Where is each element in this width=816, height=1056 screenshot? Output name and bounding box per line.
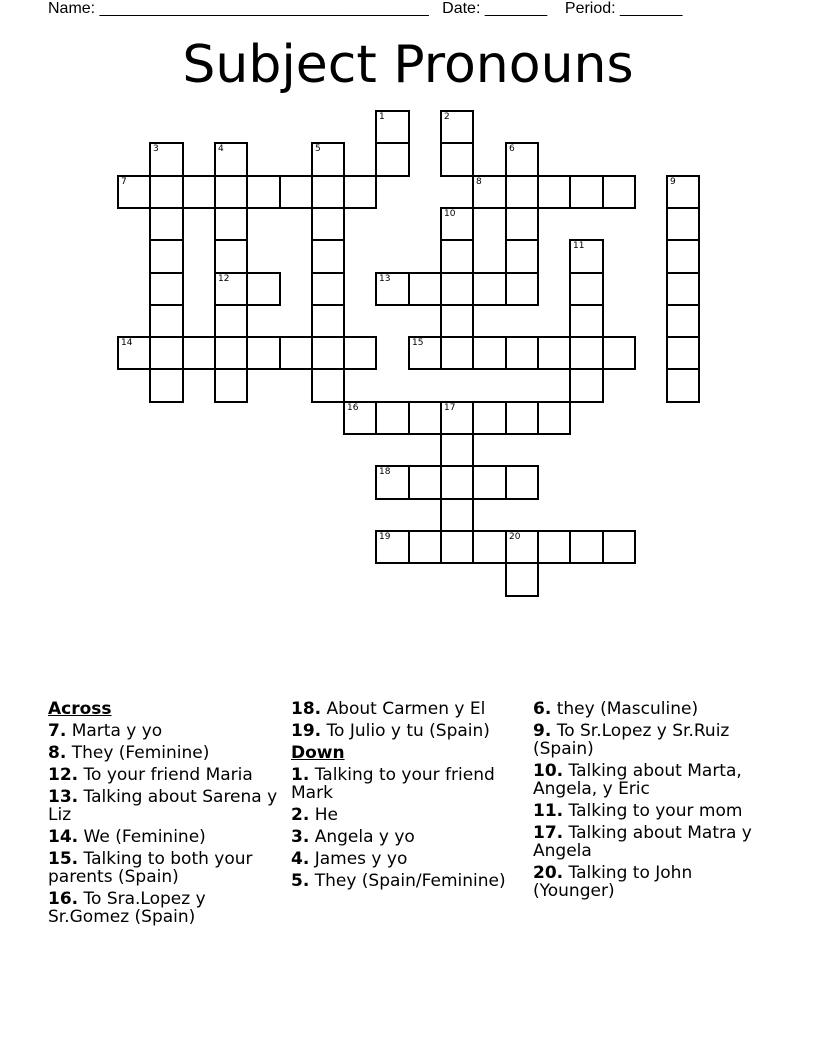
crossword-cell[interactable] bbox=[666, 368, 700, 403]
clue-number: 17. bbox=[533, 823, 564, 843]
crossword-cell[interactable] bbox=[117, 336, 151, 370]
clue-item bbox=[291, 766, 523, 802]
cell-number: 12 bbox=[218, 274, 230, 284]
crossword-cell[interactable] bbox=[505, 207, 539, 241]
crossword-cell[interactable] bbox=[666, 175, 700, 209]
crossword-cell[interactable] bbox=[666, 304, 700, 338]
crossword-cell[interactable] bbox=[505, 175, 539, 209]
clue-item bbox=[533, 722, 773, 758]
crossword-cell[interactable] bbox=[149, 207, 184, 241]
crossword-cell[interactable] bbox=[472, 336, 507, 370]
clue-number: 18. bbox=[291, 699, 322, 719]
clue-item bbox=[48, 788, 280, 824]
down-heading: Down bbox=[291, 743, 345, 763]
crossword-cell[interactable] bbox=[375, 530, 410, 564]
cell-number: 3 bbox=[153, 144, 159, 154]
clues-column-2 bbox=[291, 700, 523, 894]
clue-number: 4. bbox=[291, 849, 310, 869]
crossword-cell[interactable] bbox=[214, 304, 248, 338]
crossword-cell[interactable] bbox=[214, 272, 248, 306]
clue-number: 11. bbox=[533, 801, 564, 821]
clue-text: About Carmen y El bbox=[326, 699, 486, 719]
crossword-cell[interactable] bbox=[246, 272, 281, 306]
clue-item bbox=[291, 722, 523, 740]
clue-text: Angela y yo bbox=[314, 827, 415, 847]
crossword-cell[interactable] bbox=[214, 368, 248, 403]
crossword-cell[interactable] bbox=[375, 272, 410, 306]
crossword-cell[interactable] bbox=[440, 465, 474, 500]
crossword-cell[interactable] bbox=[149, 336, 184, 370]
crossword-cell[interactable] bbox=[537, 401, 571, 435]
clue-text: Talking about Sarena y Liz bbox=[48, 787, 278, 825]
crossword-cell[interactable] bbox=[117, 175, 151, 209]
crossword-cell[interactable] bbox=[472, 465, 507, 500]
crossword-cell[interactable] bbox=[537, 530, 571, 564]
crossword-cell[interactable] bbox=[408, 530, 442, 564]
clue-item bbox=[533, 700, 773, 718]
crossword-cell[interactable] bbox=[472, 272, 507, 306]
clue-number: 6. bbox=[533, 699, 552, 719]
crossword-cell[interactable] bbox=[279, 175, 313, 209]
crossword-cell[interactable] bbox=[505, 562, 539, 597]
crossword-cell[interactable] bbox=[214, 207, 248, 241]
crossword-cell[interactable] bbox=[343, 175, 377, 209]
crossword-cell[interactable] bbox=[602, 336, 636, 370]
crossword-cell[interactable] bbox=[214, 175, 248, 209]
crossword-cell[interactable] bbox=[149, 239, 184, 274]
clue-number: 2. bbox=[291, 805, 310, 825]
crossword-cell[interactable] bbox=[505, 239, 539, 274]
crossword-cell[interactable] bbox=[375, 110, 410, 144]
crossword-cell[interactable] bbox=[440, 207, 474, 241]
crossword-cell[interactable] bbox=[311, 207, 345, 241]
clue-item bbox=[291, 806, 523, 824]
clue-item bbox=[48, 890, 280, 926]
crossword-cell[interactable] bbox=[311, 175, 345, 209]
clue-item bbox=[291, 828, 523, 846]
crossword-cell[interactable] bbox=[149, 142, 184, 177]
clue-number: 9. bbox=[533, 721, 552, 741]
clue-text: James y yo bbox=[314, 849, 408, 869]
crossword-cell[interactable] bbox=[440, 142, 474, 177]
crossword-cell[interactable] bbox=[375, 401, 410, 435]
crossword-cell[interactable] bbox=[182, 336, 216, 370]
cell-number: 2 bbox=[444, 112, 450, 122]
clue-text: they (Masculine) bbox=[556, 699, 699, 719]
crossword-cell[interactable] bbox=[279, 336, 313, 370]
crossword-cell[interactable] bbox=[149, 368, 184, 403]
cell-number: 17 bbox=[444, 403, 456, 413]
crossword-cell[interactable] bbox=[246, 175, 281, 209]
clue-number: 1. bbox=[291, 765, 310, 785]
crossword-cell[interactable] bbox=[311, 272, 345, 306]
clue-item bbox=[291, 700, 523, 718]
clue-item bbox=[48, 766, 280, 784]
crossword-cell[interactable] bbox=[666, 272, 700, 306]
crossword-cell[interactable] bbox=[569, 304, 604, 338]
crossword-cell[interactable] bbox=[214, 142, 248, 177]
clue-item bbox=[291, 850, 523, 868]
cell-number: 16 bbox=[347, 403, 359, 413]
crossword-cell[interactable] bbox=[537, 175, 571, 209]
clue-text: To your friend Maria bbox=[83, 765, 253, 785]
clue-text: Talking to your mom bbox=[568, 801, 743, 821]
crossword-cell[interactable] bbox=[214, 239, 248, 274]
across-clue-list-continued bbox=[291, 700, 523, 740]
down-clue-list bbox=[291, 766, 523, 890]
crossword-cell[interactable] bbox=[569, 368, 604, 403]
clue-item bbox=[533, 864, 773, 900]
clue-text: Talking about Marta, Angela, y Eric bbox=[533, 761, 742, 799]
crossword-cell[interactable] bbox=[537, 336, 571, 370]
name-date-period-line[interactable]: Name: _____________________________________ Date: _______ Period: _______ bbox=[48, 0, 683, 17]
crossword-cell[interactable] bbox=[505, 530, 539, 564]
clue-number: 13. bbox=[48, 787, 79, 807]
clues-column-1 bbox=[48, 700, 280, 930]
clue-number: 7. bbox=[48, 721, 67, 741]
crossword-cell[interactable] bbox=[182, 175, 216, 209]
crossword-cell[interactable] bbox=[343, 336, 377, 370]
cell-number: 5 bbox=[315, 144, 321, 154]
clue-item bbox=[48, 722, 280, 740]
crossword-cell[interactable] bbox=[505, 142, 539, 177]
clue-item bbox=[48, 744, 280, 762]
crossword-cell[interactable] bbox=[246, 336, 281, 370]
crossword-cell[interactable] bbox=[569, 530, 604, 564]
crossword-cell[interactable] bbox=[311, 368, 345, 403]
crossword-cell[interactable] bbox=[505, 336, 539, 370]
cell-number: 8 bbox=[476, 177, 482, 187]
clue-item bbox=[533, 802, 773, 820]
crossword-cell[interactable] bbox=[408, 272, 442, 306]
clue-text: Talking to both your parents (Spain) bbox=[48, 849, 253, 887]
clue-number: 14. bbox=[48, 827, 79, 847]
crossword-cell[interactable] bbox=[569, 336, 604, 370]
cell-number: 9 bbox=[670, 177, 676, 187]
crossword-cell[interactable] bbox=[666, 239, 700, 274]
clue-number: 8. bbox=[48, 743, 67, 763]
clue-number: 20. bbox=[533, 863, 564, 883]
clue-text: To Sr.Lopez y Sr.Ruiz (Spain) bbox=[533, 721, 730, 759]
clue-text: They (Feminine) bbox=[71, 743, 210, 763]
crossword-cell[interactable] bbox=[408, 401, 442, 435]
crossword-cell[interactable] bbox=[149, 175, 184, 209]
clue-text: Marta y yo bbox=[71, 721, 163, 741]
clues-column-3 bbox=[533, 700, 773, 904]
clue-text: He bbox=[314, 805, 338, 825]
crossword-cell[interactable] bbox=[408, 465, 442, 500]
crossword-cell[interactable] bbox=[149, 272, 184, 306]
cell-number: 20 bbox=[509, 532, 521, 542]
clue-text: They (Spain/Feminine) bbox=[314, 871, 506, 891]
clue-item bbox=[533, 762, 773, 798]
down-clue-list-continued bbox=[533, 700, 773, 900]
clue-text: To Sra.Lopez y Sr.Gomez (Spain) bbox=[48, 889, 206, 927]
crossword-cell[interactable] bbox=[440, 433, 474, 467]
crossword-cell[interactable] bbox=[440, 272, 474, 306]
crossword-cell[interactable] bbox=[440, 530, 474, 564]
cell-number: 15 bbox=[412, 338, 424, 348]
clue-number: 16. bbox=[48, 889, 79, 909]
clue-number: 19. bbox=[291, 721, 322, 741]
clue-item bbox=[48, 828, 280, 846]
cell-number: 18 bbox=[379, 467, 391, 477]
cell-number: 14 bbox=[121, 338, 133, 348]
crossword-cell[interactable] bbox=[472, 175, 507, 209]
crossword-cell[interactable] bbox=[311, 336, 345, 370]
crossword-cell[interactable] bbox=[343, 401, 377, 435]
cell-number: 19 bbox=[379, 532, 391, 542]
cell-number: 6 bbox=[509, 144, 515, 154]
crossword-cell[interactable] bbox=[666, 207, 700, 241]
clue-text: We (Feminine) bbox=[83, 827, 206, 847]
clue-number: 5. bbox=[291, 871, 310, 891]
crossword-cell[interactable] bbox=[440, 110, 474, 144]
crossword-cell[interactable] bbox=[408, 336, 442, 370]
page-title: Subject Pronouns bbox=[182, 35, 634, 95]
crossword-cell[interactable] bbox=[472, 401, 507, 435]
clue-text: Talking about Matra y Angela bbox=[533, 823, 752, 861]
cell-number: 4 bbox=[218, 144, 224, 154]
clue-item bbox=[291, 872, 523, 890]
cell-number: 11 bbox=[573, 241, 585, 251]
across-heading: Across bbox=[48, 699, 112, 719]
crossword-cell[interactable] bbox=[602, 175, 636, 209]
clue-number: 12. bbox=[48, 765, 79, 785]
crossword-cell[interactable] bbox=[472, 530, 507, 564]
clue-number: 15. bbox=[48, 849, 79, 869]
crossword-cell[interactable] bbox=[602, 530, 636, 564]
crossword-cell[interactable] bbox=[440, 304, 474, 338]
crossword-cell[interactable] bbox=[505, 465, 539, 500]
cell-number: 13 bbox=[379, 274, 391, 284]
crossword-cell[interactable] bbox=[311, 239, 345, 274]
crossword-cell[interactable] bbox=[666, 336, 700, 370]
crossword-cell[interactable] bbox=[569, 272, 604, 306]
crossword-cell[interactable] bbox=[505, 272, 539, 306]
cell-number: 1 bbox=[379, 112, 385, 122]
crossword-cell[interactable] bbox=[569, 239, 604, 274]
crossword-cell[interactable] bbox=[311, 304, 345, 338]
clue-item bbox=[48, 850, 280, 886]
cell-number: 7 bbox=[121, 177, 127, 187]
crossword-cell[interactable] bbox=[375, 465, 410, 500]
clue-text: To Julio y tu (Spain) bbox=[326, 721, 490, 741]
clue-text: Talking to your friend Mark bbox=[291, 765, 495, 803]
cell-number: 10 bbox=[444, 209, 456, 219]
clue-number: 10. bbox=[533, 761, 564, 781]
crossword-cell[interactable] bbox=[440, 336, 474, 370]
clue-number: 3. bbox=[291, 827, 310, 847]
crossword-cell[interactable] bbox=[440, 401, 474, 435]
clue-item bbox=[533, 824, 773, 860]
crossword-cell[interactable] bbox=[440, 498, 474, 532]
crossword-cell[interactable] bbox=[214, 336, 248, 370]
across-clue-list bbox=[48, 722, 280, 926]
crossword-cell[interactable] bbox=[375, 142, 410, 177]
crossword-cell[interactable] bbox=[569, 175, 604, 209]
crossword-cell[interactable] bbox=[440, 239, 474, 274]
crossword-cell[interactable] bbox=[505, 401, 539, 435]
crossword-cell[interactable] bbox=[311, 142, 345, 177]
clue-text: Talking to John (Younger) bbox=[533, 863, 693, 901]
crossword-cell[interactable] bbox=[149, 304, 184, 338]
